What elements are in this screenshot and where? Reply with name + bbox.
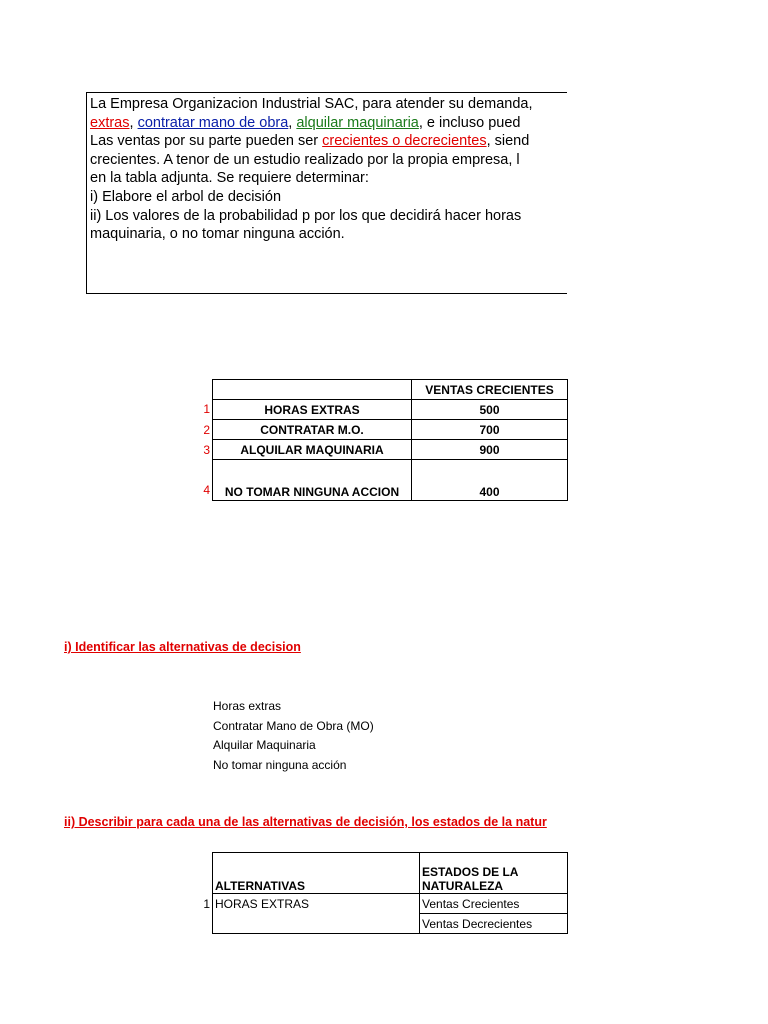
row-number: 2	[203, 423, 210, 437]
problem-line-2	[90, 114, 567, 133]
alternatives-list	[213, 697, 374, 775]
states-table-header	[213, 853, 568, 894]
payoff-header-empty	[213, 380, 412, 400]
state-of-nature: Ventas Crecientes	[420, 894, 568, 914]
problem-statement-box	[86, 92, 567, 294]
payoff-table-header	[213, 380, 568, 400]
alternative-label: NO TOMAR NINGUNA ACCION	[213, 460, 412, 501]
option-alquilar-maquinaria: alquilar maquinaria	[296, 114, 419, 131]
option-contratar-mano-de-obra: contratar mano de obra	[137, 114, 289, 131]
problem-statement-text	[90, 95, 567, 244]
header-estados-naturaleza	[420, 853, 568, 894]
row-number: 1	[203, 897, 210, 911]
problem-line-5: en la tabla adjunta. Se requiere determinar:	[90, 170, 369, 187]
states-of-nature-table	[212, 852, 568, 934]
table-row	[213, 460, 568, 501]
list-item: Contratar Mano de Obra (MO)	[213, 718, 374, 733]
header-estados-line1: ESTADOS DE LA	[422, 865, 519, 879]
problem-line-3-post: , siend	[486, 133, 530, 150]
option-extras: extras	[90, 114, 130, 131]
list-item: No tomar ninguna acción	[213, 757, 347, 772]
row-number: 1	[203, 402, 210, 416]
separator: ,	[129, 114, 138, 131]
header-estados-line2: NATURALEZA	[422, 879, 504, 893]
separator: ,	[288, 114, 297, 131]
payoff-table	[212, 379, 568, 501]
list-item: Alquilar Maquinaria	[213, 738, 316, 752]
row-number: 3	[203, 443, 210, 457]
payoff-value: 700	[412, 420, 568, 440]
row-number: 4	[203, 483, 210, 497]
table-row	[213, 400, 568, 420]
payoff-header-ventas-crecientes: VENTAS CRECIENTES	[412, 380, 568, 400]
state-of-nature: Ventas Decrecientes	[420, 914, 568, 934]
problem-line-4: crecientes. A tenor de un estudio realizado por la propia empresa, l	[90, 151, 520, 168]
payoff-value: 400	[412, 460, 568, 501]
problem-line-1: La Empresa Organizacion Industrial SAC, para atender su demanda,	[90, 96, 533, 112]
section-ii-title: ii) Describir para cada una de las alternativas de decisión, los estados de la natur	[64, 815, 547, 829]
payoff-value: 500	[412, 400, 568, 420]
alternative-label: ALQUILAR MAQUINARIA	[213, 440, 412, 460]
problem-line-3	[90, 132, 567, 151]
header-alternativas: ALTERNATIVAS	[213, 853, 420, 894]
alternative-label: HORAS EXTRAS	[213, 400, 412, 420]
states-crecientes-decrecientes: crecientes o decrecientes	[322, 133, 487, 150]
table-row	[213, 440, 568, 460]
section-i-title: i) Identificar las alternativas de decision	[64, 640, 301, 654]
payoff-value: 900	[412, 440, 568, 460]
alternative-label: HORAS EXTRAS	[213, 894, 420, 914]
empty-cell	[213, 914, 420, 934]
problem-line-7: ii) Los valores de la probabilidad p por los que decidirá hacer horas	[90, 207, 522, 224]
problem-line-2-rest: , e incluso pued	[418, 114, 521, 131]
problem-line-6: i) Elabore el arbol de decisión	[90, 188, 282, 205]
table-row	[213, 914, 568, 934]
table-row	[213, 420, 568, 440]
list-item: Horas extras	[213, 699, 282, 713]
alternative-label: CONTRATAR M.O.	[213, 420, 412, 440]
table-row	[213, 894, 568, 914]
problem-line-8: maquinaria, o no tomar ninguna acción.	[90, 226, 345, 243]
problem-line-3-pre: Las ventas por su parte pueden ser	[90, 133, 323, 150]
